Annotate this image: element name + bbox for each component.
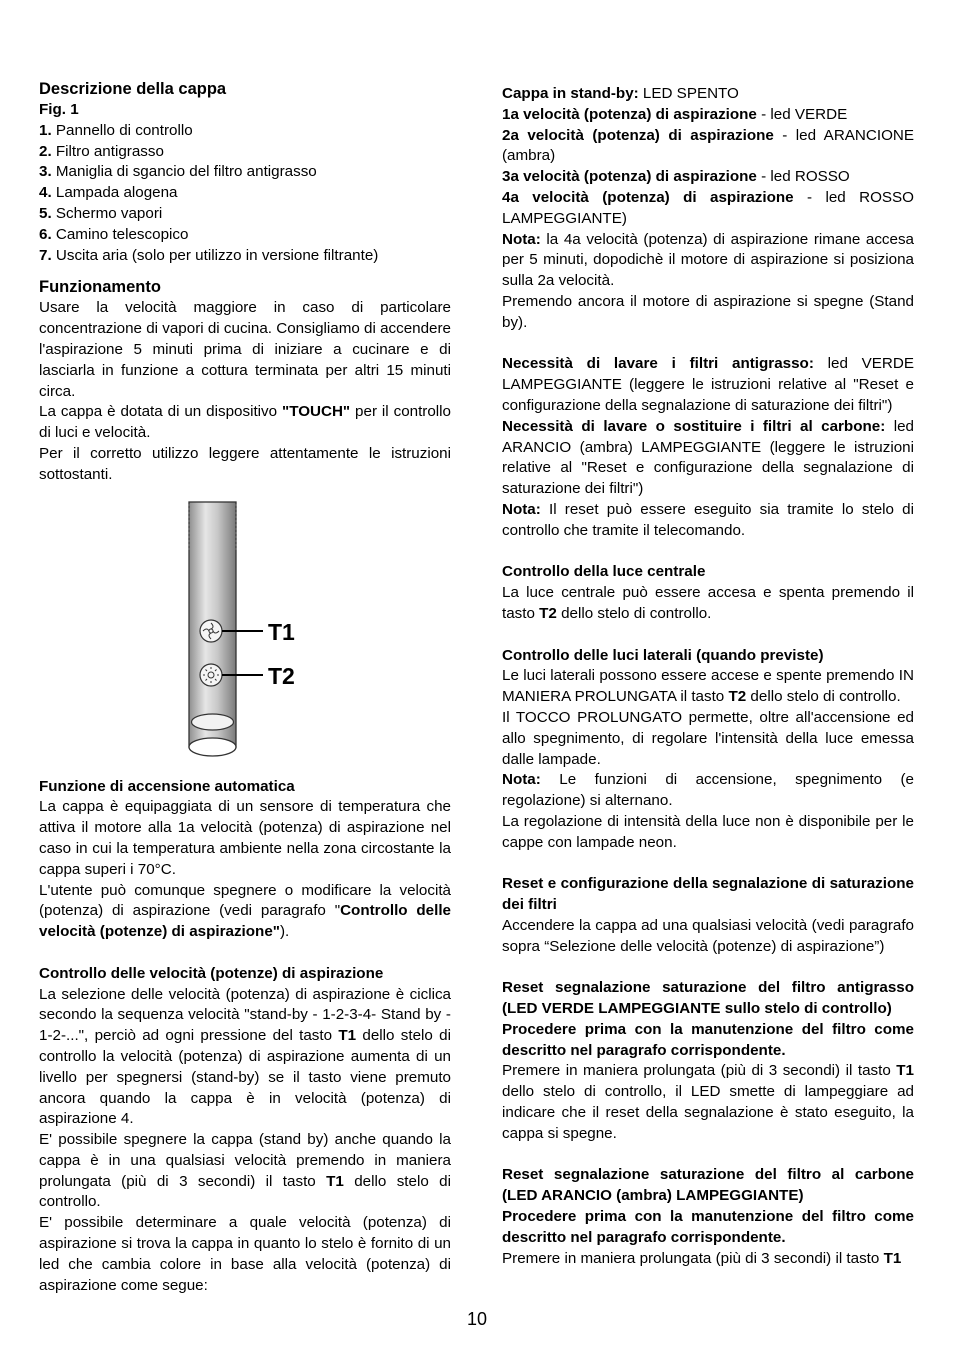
speed-line: Cappa in stand-by: LED SPENTO — [502, 85, 739, 102]
speed-line: 1a velocità (potenza) di aspirazione - led VERDE — [502, 105, 848, 123]
list-item: 4. Lampada alogena — [39, 184, 178, 202]
list-item: 3. Maniglia di sgancio del filtro antigrasso — [39, 163, 317, 181]
section-title-descrizione: Descrizione della cappa — [39, 80, 227, 98]
paragraph: Premendo ancora il motore di aspirazione si spegne (Stand by). — [502, 292, 914, 331]
label-t1: T1 — [268, 618, 295, 645]
label-t2: T2 — [268, 662, 295, 689]
paragraph: Per il corretto utilizzo leggere attentamente le istruzioni sottostanti. — [39, 444, 451, 483]
control-stem-figure — [39, 492, 451, 767]
page-number: 10 — [466, 1309, 488, 1329]
section-title-accensione: Funzione di accensione automatica — [39, 777, 295, 795]
paragraph: Il TOCCO PROLUNGATO permette, oltre all'accensione ed allo spegnimento, di regolare l'intensità della luce emessa dalle lampade. — [502, 708, 914, 768]
right-column — [502, 84, 914, 1269]
list-item: 7. Uscita aria (solo per utilizzo in versione filtrante) — [39, 246, 379, 264]
paragraph: La luce centrale può essere accesa e spenta premendo il tasto T2 dello stelo di controllo. — [502, 584, 914, 622]
parts-list — [39, 121, 451, 267]
section-title-reset-carbone: Reset segnalazione saturazione del filtro al carbone (LED ARANCIO (ambra) LAMPEGGIANTE) — [502, 1166, 914, 1205]
speed-line: 3a velocità (potenza) di aspirazione - led ROSSO — [502, 168, 850, 186]
light-icon — [200, 664, 222, 686]
paragraph-bold: Procedere prima con la manutenzione del filtro come descritto nel paragrafo corrispondente. — [502, 1208, 914, 1246]
paragraph: La selezione delle velocità (potenza) di aspirazione è ciclica secondo la sequenza velocità "stand-by - 1-2-3-4- Stand by - 1-2-...", perciò ad ogni pressione del tasto T1 dello stelo di controllo la velocità (potenza) di aspirazione aumenta di un livello per spegnersi (stand-by) se il tasto viene premuto ancora quando la cappa è in velocità (potenza) di aspirazione 4. — [39, 985, 451, 1128]
left-column — [39, 78, 451, 1296]
speed-line: 2a velocità (potenza) di aspirazione - led ARANCIONE (ambra) — [502, 126, 914, 165]
paragraph: Accendere la cappa ad una qualsiasi velocità (vedi paragrafo sopra “Selezione delle velocità (potenze) di aspirazione”) — [502, 916, 914, 955]
list-item: 1. Pannello di controllo — [39, 121, 193, 139]
speed-line: 4a velocità (potenza) di aspirazione - led ROSSO LAMPEGGIANTE) — [502, 188, 914, 227]
section-title-reset-antigrasso: Reset segnalazione saturazione del filtro antigrasso (LED VERDE LAMPEGGIANTE sullo stelo di controllo) — [502, 979, 914, 1018]
paragraph: Usare la velocità maggiore in caso di particolare concentrazione di vapori di cucina. Consigliamo di accendere l'aspirazione 5 minuti prima di iniziare a cucinare e di lasciarla in funzione a cottura terminata per altri 15 minuti circa. — [39, 299, 451, 400]
section-title-reset: Reset e configurazione della segnalazione di saturazione dei filtri — [502, 875, 914, 914]
section-title-funzionamento: Funzionamento — [39, 278, 161, 297]
paragraph-bold: Procedere prima con la manutenzione del filtro come descritto nel paragrafo corrispondente. — [502, 1020, 914, 1059]
paragraph: La cappa è equipaggiata di un sensore di temperatura che attiva il motore alla 1a velocità (potenza) di aspirazione nel caso in cui la temperatura ambiente nella zona circostante la cappa superi i 70°C. — [39, 798, 451, 878]
paragraph: Le luci laterali possono essere accese e spente premendo IN MANIERA PROLUNGATA il tasto T2 dello stelo di controllo. — [502, 667, 914, 706]
paragraph: Premere in maniera prolungata (più di 3 secondi) il tasto T1 dello stelo di controllo, il LED smette di lampeggiare ad indicare che il reset della segnalazione è stato eseguito, la cappa si spegne. — [502, 1062, 914, 1142]
list-item: 5. Schermo vapori — [39, 204, 163, 222]
section-title-luci-laterali: Controllo delle luci laterali (quando previste) — [502, 646, 824, 664]
control-stem-drawing — [39, 492, 451, 767]
note: Nota: Il reset può essere eseguito sia tramite lo stelo di controllo che tramite il telecomando. — [502, 500, 914, 539]
paragraph: L'utente può comunque spegnere o modificare la velocità (potenza) di aspirazione (vedi paragrafo "Controllo delle velocità (potenze) di aspirazione"). — [39, 881, 452, 941]
note: Nota: la 4a velocità (potenza) di aspirazione rimane accesa per 5 minuti, dopodichè il motore di aspirazione si posiziona sulla 2a velocità. — [502, 230, 914, 290]
paragraph: E' possibile spegnere la cappa (stand by) anche quando la cappa è in una qualsiasi velocità premendo in maniera prolungata (più di 3 secondi) il tasto T1 dello stelo di controllo. — [39, 1131, 451, 1211]
fan-icon — [200, 620, 222, 642]
paragraph: Necessità di lavare i filtri antigrasso: led VERDE LAMPEGGIANTE (leggere le istruzioni relative al "Reset e configurazione della segnalazione di saturazione dei filtri") — [502, 355, 914, 414]
section-title-velocita: Controllo delle velocità (potenze) di aspirazione — [39, 964, 384, 982]
paragraph: E' possibile determinare a quale velocità (potenza) di aspirazione si trova la cappa in quanto lo stelo è fornito di un led che cambia colore in base alla velocità (potenza) di aspirazione come segue: — [39, 1214, 451, 1294]
list-item: 6. Camino telescopico — [39, 225, 189, 243]
paragraph: La regolazione di intensità della luce non è disponibile per le cappe con lampade neon. — [502, 812, 914, 851]
list-item: 2. Filtro antigrasso — [39, 142, 164, 160]
section-title-luce-centrale: Controllo della luce centrale — [502, 563, 706, 581]
fig-label: Fig. 1 — [39, 101, 79, 118]
note: Nota: Le funzioni di accensione, spegnimento (e regolazione) si alternano. — [502, 771, 914, 810]
paragraph: La cappa è dotata di un dispositivo "TOUCH" per il controllo di luci e velocità. — [39, 403, 452, 442]
paragraph: Necessità di lavare o sostituire i filtri al carbone: led ARANCIO (ambra) LAMPEGGIANTE (leggere le istruzioni relative al "Reset e configurazione della segnalazione di saturazione dei filtri") — [502, 417, 914, 498]
paragraph: Premere in maniera prolungata (più di 3 secondi) il tasto T1 — [502, 1249, 902, 1267]
